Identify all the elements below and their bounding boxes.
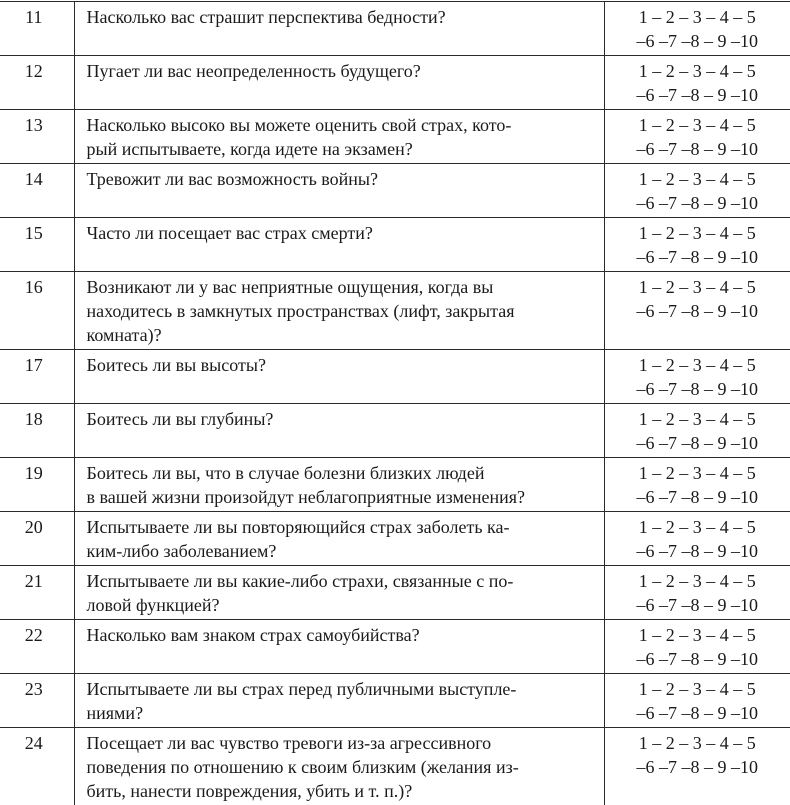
scale-line-1: 1 – 2 – 3 – 4 – 5 — [609, 677, 787, 701]
question-text: Испытываете ли вы страх перед публичными выступле- ниями? — [74, 674, 604, 728]
table-row — [0, 350, 790, 404]
scale-line-2: –6 –7 –8 – 9 –10 — [609, 431, 787, 455]
question-text: Боитесь ли вы, что в случае болезни близких людей в вашей жизни произойдут неблагоприятные изменения? — [74, 458, 604, 512]
rating-scale — [604, 272, 790, 350]
scale-line-1: 1 – 2 – 3 – 4 – 5 — [609, 515, 787, 539]
question-number: 16 — [0, 272, 74, 350]
scale-line-2: –6 –7 –8 – 9 –10 — [609, 647, 787, 671]
rating-scale — [604, 674, 790, 728]
question-text: Пугает ли вас неопределенность будущего? — [74, 56, 604, 110]
scale-line-1: 1 – 2 – 3 – 4 – 5 — [609, 731, 787, 755]
question-number: 24 — [0, 728, 74, 805]
scale-line-1: 1 – 2 – 3 – 4 – 5 — [609, 5, 787, 29]
table-row — [0, 164, 790, 218]
table-row — [0, 110, 790, 164]
rating-scale — [604, 404, 790, 458]
question-number: 11 — [0, 2, 74, 56]
scale-line-1: 1 – 2 – 3 – 4 – 5 — [609, 623, 787, 647]
fear-questionnaire-table — [0, 1, 790, 805]
scale-line-2: –6 –7 –8 – 9 –10 — [609, 593, 787, 617]
question-text: Часто ли посещает вас страх смерти? — [74, 218, 604, 272]
table-row — [0, 512, 790, 566]
table-row — [0, 56, 790, 110]
scale-line-1: 1 – 2 – 3 – 4 – 5 — [609, 167, 787, 191]
question-text: Тревожит ли вас возможность войны? — [74, 164, 604, 218]
table-row — [0, 458, 790, 512]
rating-scale — [604, 728, 790, 805]
scale-line-1: 1 – 2 – 3 – 4 – 5 — [609, 353, 787, 377]
question-number: 14 — [0, 164, 74, 218]
question-text: Испытываете ли вы какие-либо страхи, связанные с по- ловой функцией? — [74, 566, 604, 620]
question-number: 20 — [0, 512, 74, 566]
question-number: 22 — [0, 620, 74, 674]
scale-line-1: 1 – 2 – 3 – 4 – 5 — [609, 407, 787, 431]
question-text: Боитесь ли вы глубины? — [74, 404, 604, 458]
scale-line-2: –6 –7 –8 – 9 –10 — [609, 485, 787, 509]
scale-line-2: –6 –7 –8 – 9 –10 — [609, 299, 787, 323]
question-text: Боитесь ли вы высоты? — [74, 350, 604, 404]
table-row — [0, 218, 790, 272]
table-row — [0, 272, 790, 350]
scale-line-2: –6 –7 –8 – 9 –10 — [609, 539, 787, 563]
question-number: 12 — [0, 56, 74, 110]
scale-line-2: –6 –7 –8 – 9 –10 — [609, 245, 787, 269]
table-row — [0, 2, 790, 56]
scale-line-1: 1 – 2 – 3 – 4 – 5 — [609, 275, 787, 299]
scale-line-1: 1 – 2 – 3 – 4 – 5 — [609, 59, 787, 83]
question-text: Посещает ли вас чувство тревоги из-за агрессивного поведения по отношению к своим близким (желания из- бить, нанести повреждения, убить и т. п.)? — [74, 728, 604, 805]
scale-line-2: –6 –7 –8 – 9 –10 — [609, 137, 787, 161]
question-text: Насколько вас страшит перспектива бедности? — [74, 2, 604, 56]
table-row — [0, 404, 790, 458]
scale-line-1: 1 – 2 – 3 – 4 – 5 — [609, 113, 787, 137]
question-number: 13 — [0, 110, 74, 164]
question-number: 19 — [0, 458, 74, 512]
rating-scale — [604, 620, 790, 674]
rating-scale — [604, 350, 790, 404]
question-text: Испытываете ли вы повторяющийся страх заболеть ка- ким-либо заболеванием? — [74, 512, 604, 566]
rating-scale — [604, 164, 790, 218]
scale-line-2: –6 –7 –8 – 9 –10 — [609, 701, 787, 725]
table-row — [0, 674, 790, 728]
question-text: Возникают ли у вас неприятные ощущения, когда вы находитесь в замкнутых пространствах (лифт, закрытая комната)? — [74, 272, 604, 350]
rating-scale — [604, 512, 790, 566]
question-number: 18 — [0, 404, 74, 458]
question-text: Насколько высоко вы можете оценить свой страх, кото- рый испытываете, когда идете на экзамен? — [74, 110, 604, 164]
rating-scale — [604, 566, 790, 620]
question-number: 23 — [0, 674, 74, 728]
rating-scale — [604, 110, 790, 164]
scale-line-1: 1 – 2 – 3 – 4 – 5 — [609, 569, 787, 593]
rating-scale — [604, 2, 790, 56]
question-number: 17 — [0, 350, 74, 404]
scale-line-2: –6 –7 –8 – 9 –10 — [609, 755, 787, 779]
scale-line-1: 1 – 2 – 3 – 4 – 5 — [609, 461, 787, 485]
table-row — [0, 728, 790, 805]
scale-line-2: –6 –7 –8 – 9 –10 — [609, 83, 787, 107]
rating-scale — [604, 458, 790, 512]
scale-line-2: –6 –7 –8 – 9 –10 — [609, 191, 787, 215]
question-number: 21 — [0, 566, 74, 620]
rating-scale — [604, 56, 790, 110]
scale-line-1: 1 – 2 – 3 – 4 – 5 — [609, 221, 787, 245]
table-row — [0, 566, 790, 620]
scale-line-2: –6 –7 –8 – 9 –10 — [609, 377, 787, 401]
scale-line-2: –6 –7 –8 – 9 –10 — [609, 29, 787, 53]
question-number: 15 — [0, 218, 74, 272]
table-row — [0, 620, 790, 674]
question-text: Насколько вам знаком страх самоубийства? — [74, 620, 604, 674]
rating-scale — [604, 218, 790, 272]
